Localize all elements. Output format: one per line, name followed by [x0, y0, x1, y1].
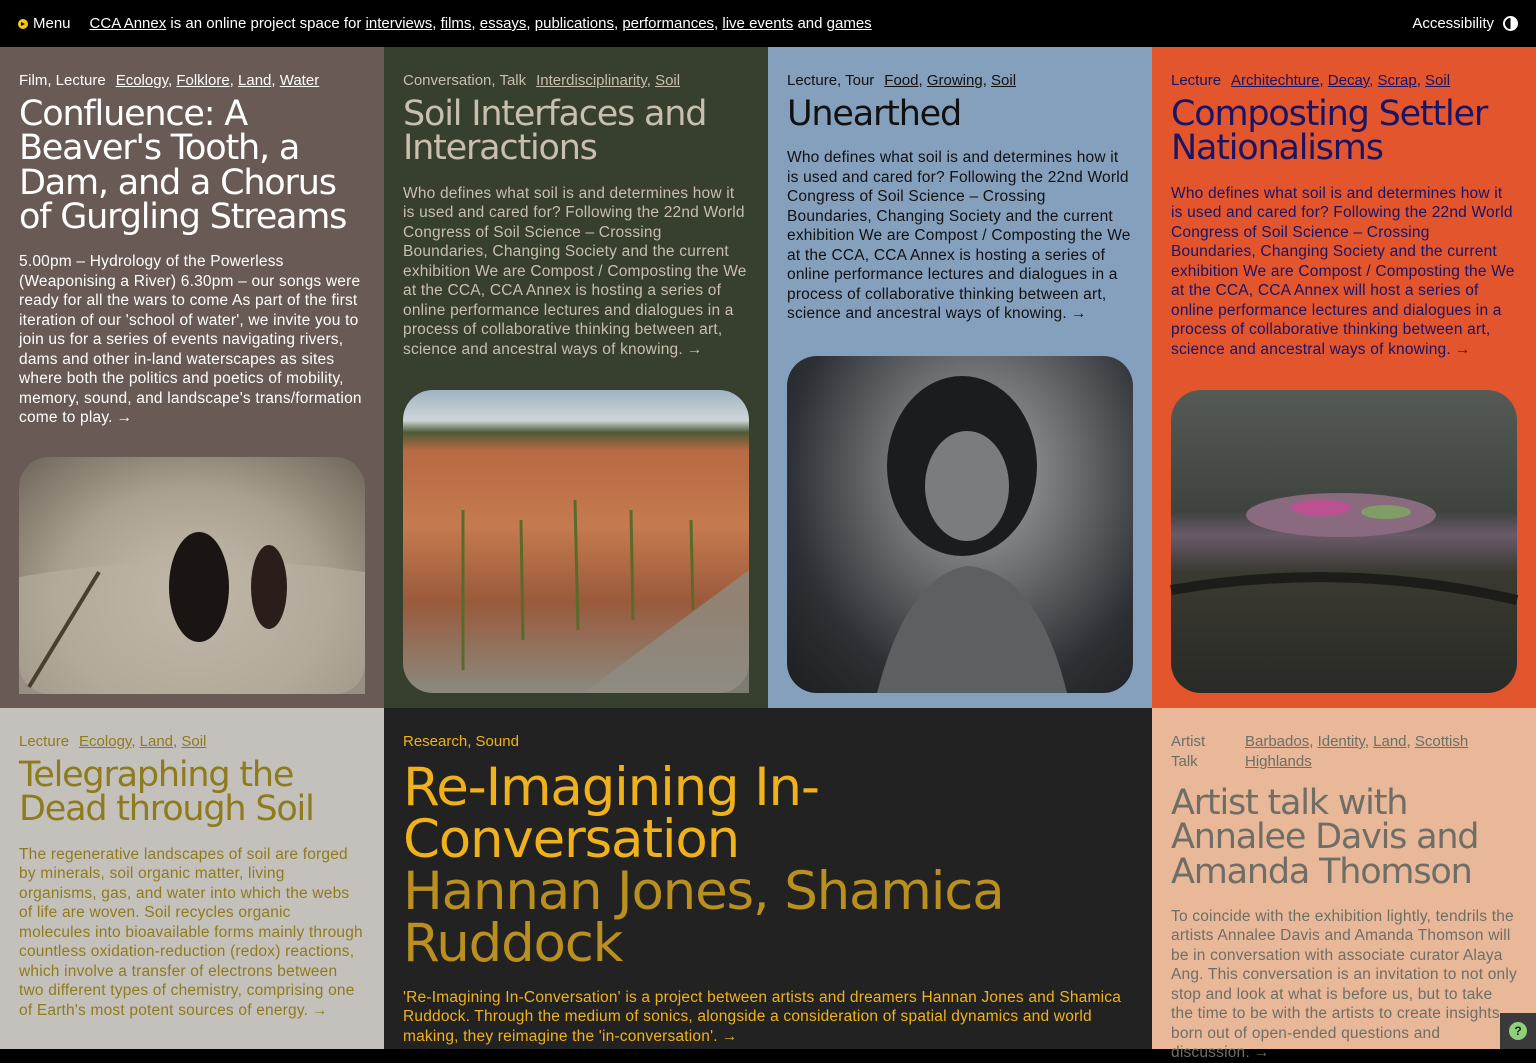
site-intro: CCA Annex is an online project space for interviews, films, essays, publications, performances, live events and games — [89, 15, 872, 32]
card-meta — [1171, 71, 1517, 91]
card-description: Who defines what soil is and determines how it is used and cared for? Following the 22nd World Congress of Soil Science – Crossing Boundaries, Changing Society and the current exhibition We are Compost / Composting the We at the CCA, CCA Annex will host a series of online performance lectures and dialogues in a process of collaborative thinking between art, science and ancestral ways of knowing. → — [1171, 184, 1515, 358]
card-meta — [1171, 732, 1517, 772]
link-publications[interactable]: publications — [534, 15, 614, 32]
card-title[interactable]: Unearthed — [787, 94, 962, 134]
accessibility-label: Accessibility — [1412, 15, 1494, 32]
card-title[interactable]: Composting Settler Nationalisms — [1171, 94, 1488, 169]
contrast-icon — [1503, 16, 1518, 31]
card-description: Who defines what soil is and determines how it is used and cared for? Following the 22nd World Congress of Soil Science – Crossing Boundaries, Changing Society and the current exhibition We are Compost / Composting the We at the CCA, CCA Annex is hosting a series of online performance lectures and dialogues in a process of collaborative thinking between art, science and ancestral ways of knowing. → — [403, 184, 747, 358]
card-title[interactable]: Soil Interfaces and Interactions — [403, 94, 707, 169]
card-tags: Ecology, Folklore, Land, Water — [115, 72, 320, 89]
card-tags: Ecology, Land, Soil — [79, 733, 207, 750]
link-interviews[interactable]: interviews — [365, 15, 433, 32]
card-category: Research, Sound — [403, 733, 519, 750]
card-category: Film, Lecture — [19, 72, 106, 89]
tag-link[interactable]: Architechture — [1231, 72, 1320, 89]
tag-link[interactable]: Scottish Highlands — [1245, 733, 1469, 770]
event-card-artist-talk[interactable] — [1152, 708, 1536, 1062]
event-card-composting-settler[interactable] — [1152, 47, 1536, 708]
card-tags: Interdisciplinarity, Soil — [536, 72, 681, 89]
arrow-right-icon[interactable]: → — [721, 1027, 738, 1045]
card-image[interactable] — [403, 390, 749, 693]
link-films[interactable]: films — [440, 15, 472, 32]
menu-label: Menu — [33, 15, 71, 32]
card-tags: Food, Growing, Soil — [884, 72, 1017, 89]
card-category: Conversation, Talk — [403, 72, 527, 89]
tag-link[interactable]: Barbados — [1245, 733, 1310, 750]
link-games[interactable]: games — [826, 15, 872, 32]
accessibility-button[interactable] — [1412, 15, 1518, 32]
card-description: 5.00pm – Hydrology of the Powerless (Weaponising a River) 6.30pm – our songs were ready for all the wars to come As part of the first iteration of our 'school of water', we invite you to join us for a series of events navigating rivers, dams and other in-land waterscapes as sites where both the politics and poetics of mobility, memory, sound, and landscape's trans/formation come to play. → — [19, 253, 362, 427]
card-image[interactable] — [1171, 390, 1517, 693]
card-title[interactable]: Re-Imagining In-Conversation — [403, 757, 819, 870]
card-description: The regenerative landscapes of soil are forged by minerals, soil organic matter, living organisms, gas, and water into which the webs of life are woven. Soil recycles organic molecules into bioavailable forms mainly through countless oxidation-reduction (redox) reactions, which involve a transfer of electrons between two different types of chemistry, comprising one of Earth's most potent sources of energy. → — [19, 845, 363, 1019]
tag-link[interactable]: Decay — [1327, 72, 1370, 89]
tag-link[interactable]: Identity — [1317, 733, 1365, 750]
card-category: Lecture — [1171, 72, 1222, 89]
event-card-unearthed[interactable] — [768, 47, 1152, 708]
help-button[interactable] — [1500, 1013, 1536, 1049]
tag-link[interactable]: Soil — [991, 72, 1017, 89]
card-meta — [19, 71, 365, 91]
tag-link[interactable]: Scrap — [1377, 72, 1417, 89]
tag-link[interactable]: Land — [238, 72, 272, 89]
tag-link[interactable]: Interdisciplinarity — [536, 72, 647, 89]
arrow-right-icon[interactable]: → — [1070, 305, 1087, 323]
card-tags: Architechture, Decay, Scrap, Soil — [1231, 72, 1451, 89]
card-meta — [787, 71, 1133, 91]
tag-link[interactable]: Growing — [926, 72, 983, 89]
tag-link[interactable]: Soil — [1425, 72, 1451, 89]
tag-link[interactable]: Ecology — [79, 733, 132, 750]
card-title[interactable]: Confluence: A Beaver's Tooth, a Dam, and a Chorus of Gurgling Streams — [19, 94, 347, 237]
top-bar — [0, 0, 1536, 47]
card-description: To coincide with the exhibition lightly, tendrils the artists Annalee Davis and Amanda Thomson will be in conversation with associate curator Alaya Ang. This conversation is an invitation to not only stop and look at what is before us, but to take the time to be with the artists to create insights born out of open-ended questions and discussion. → — [1171, 907, 1517, 1062]
tag-link[interactable]: Soil — [181, 733, 207, 750]
card-title[interactable]: Artist talk with Annalee Davis and Amanda Thomson — [1171, 783, 1479, 892]
card-description: 'Re-Imagining In-Conversation' is a project between artists and dreamers Hannan Jones and Shamica Ruddock. Through the medium of sonics, alongside a consideration of spatial dynamics and world making, they reimagine the 'in-conversation'. → — [403, 988, 1122, 1045]
card-subtitle: Hannan Jones, Shamica Ruddock — [403, 860, 1004, 974]
cca-annex-link[interactable]: CCA Annex — [89, 15, 167, 32]
card-tags: Barbados, Identity, Land, Scottish Highlands — [1245, 733, 1469, 770]
tag-link[interactable]: Soil — [655, 72, 681, 89]
card-category: Lecture — [19, 733, 70, 750]
card-meta — [19, 732, 365, 752]
card-meta — [403, 732, 1133, 752]
event-card-re-imagining[interactable] — [384, 708, 1152, 1049]
link-live-events[interactable]: live events — [722, 15, 794, 32]
card-meta — [403, 71, 749, 91]
card-image[interactable] — [19, 457, 365, 694]
tag-link[interactable]: Folklore — [176, 72, 230, 89]
arrow-right-icon[interactable]: → — [686, 340, 703, 358]
link-performances[interactable]: performances — [622, 15, 715, 32]
menu-play-icon — [18, 19, 28, 29]
and-text: and — [797, 15, 823, 32]
card-category: Lecture, Tour — [787, 72, 875, 89]
card-title[interactable]: Telegraphing the Dead through Soil — [19, 755, 314, 830]
event-card-telegraphing[interactable] — [0, 708, 384, 1049]
tag-link[interactable]: Ecology — [115, 72, 168, 89]
card-category: Artist Talk — [1171, 733, 1206, 770]
link-essays[interactable]: essays — [479, 15, 527, 32]
arrow-right-icon[interactable]: → — [116, 409, 133, 427]
card-image[interactable] — [787, 356, 1133, 693]
tag-link[interactable]: Food — [884, 72, 919, 89]
tag-link[interactable]: Land — [1373, 733, 1407, 750]
intro-text: is an online project space for — [166, 15, 366, 32]
arrow-right-icon[interactable]: → — [1454, 340, 1471, 358]
event-card-soil-interfaces[interactable] — [384, 47, 768, 708]
tag-link[interactable]: Land — [139, 733, 174, 750]
help-icon: ? — [1509, 1022, 1527, 1040]
arrow-right-icon[interactable]: → — [1253, 1044, 1270, 1062]
menu-button[interactable] — [18, 15, 71, 32]
arrow-right-icon[interactable]: → — [312, 1001, 328, 1019]
card-description: Who defines what soil is and determines how it is used and cared for? Following the 22nd World Congress of Soil Science – Crossing Boundaries, Changing Society and the current exhibition We are Compost / Composting the We at the CCA, CCA Annex is hosting a series of online performance lectures and dialogues in a process of collaborative thinking between art, science and ancestral ways of knowing. → — [787, 149, 1131, 323]
event-card-confluence[interactable] — [0, 47, 384, 708]
tag-link[interactable]: Water — [279, 72, 320, 89]
